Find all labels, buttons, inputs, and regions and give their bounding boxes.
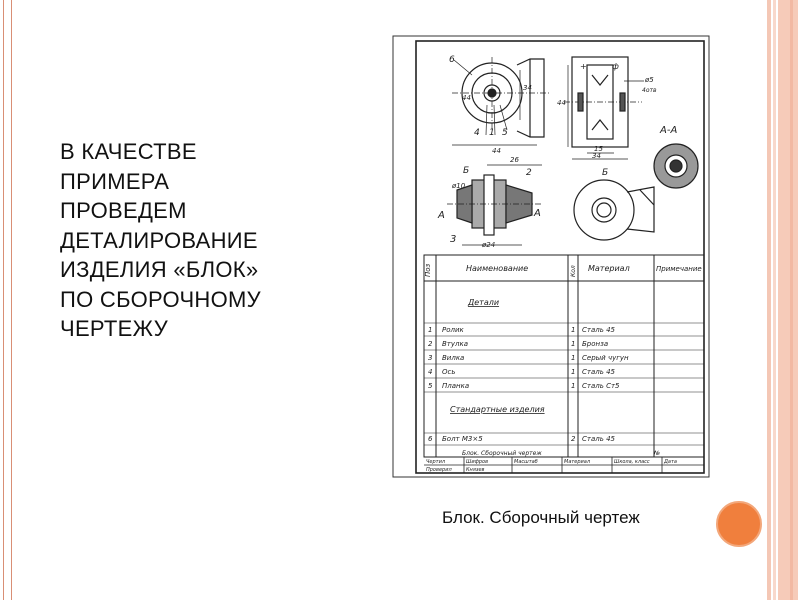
row-pos: 6 xyxy=(428,435,433,443)
assembly-drawing-image xyxy=(392,35,710,478)
row-pos: 4 xyxy=(428,368,433,376)
table-header: Наименование xyxy=(466,264,529,273)
dim-label: 4отв xyxy=(642,87,657,94)
row-qty: 1 xyxy=(571,326,576,334)
dim-label: 6 xyxy=(449,55,455,65)
dim-label: 3 xyxy=(450,234,457,245)
dim-label: 1 xyxy=(489,128,495,138)
row-qty: 1 xyxy=(571,354,576,362)
row-name: Втулка xyxy=(442,340,469,348)
dim-label: 5 xyxy=(502,128,508,138)
heading-line: ПО СБОРОЧНОМУ xyxy=(60,286,261,312)
row-material: Бронза xyxy=(582,340,609,348)
row-material: Сталь 45 xyxy=(582,435,615,443)
heading-line: В КАЧЕСТВЕ xyxy=(60,139,197,164)
stamp-cell: Дата xyxy=(664,459,677,465)
stamp-cell: Проверил xyxy=(426,467,452,473)
row-material: Сталь Ст5 xyxy=(582,382,620,390)
row-qty: 1 xyxy=(571,340,576,348)
row-qty: 2 xyxy=(571,435,576,443)
dim-label: 44 xyxy=(557,99,566,107)
right-stripe-decoration xyxy=(767,0,771,600)
right-stripe-decoration xyxy=(790,0,793,600)
row-pos: 1 xyxy=(428,326,433,334)
orange-circle-decoration xyxy=(716,501,762,547)
dim-label: Б xyxy=(463,166,470,176)
dim-label: 26 xyxy=(510,156,519,164)
row-pos: 2 xyxy=(428,340,433,348)
heading-line: ДЕТАЛИРОВАНИЕ xyxy=(60,227,258,253)
stamp-cell: Масштаб xyxy=(514,459,538,465)
slide-heading xyxy=(60,137,290,344)
table-section: Стандартные изделия xyxy=(450,405,545,414)
table-header: Поз xyxy=(424,263,432,277)
section-label: А-А xyxy=(660,125,678,136)
row-name: Болт М3×5 xyxy=(442,435,483,443)
row-qty: 1 xyxy=(571,368,576,376)
dim-label: 15 xyxy=(594,145,603,153)
dim-label: А xyxy=(438,210,445,221)
dim-label: ø24 xyxy=(482,241,496,249)
row-material: Серый чугун xyxy=(582,354,629,362)
table-header: Материал xyxy=(588,264,630,273)
assembly-drawing-svg xyxy=(392,35,710,478)
row-name: Планка xyxy=(442,382,470,390)
stamp-title: Блок. Сборочный чертеж xyxy=(462,450,542,457)
drawing-caption: Блок. Сборочный чертеж xyxy=(442,508,640,527)
row-material: Сталь 45 xyxy=(582,368,615,376)
row-name: Ролик xyxy=(442,326,464,334)
dim-label: 34 xyxy=(592,152,601,160)
table-header: Кол xyxy=(570,265,577,277)
dim-label: 44 xyxy=(492,147,501,155)
section-aa-view xyxy=(654,144,698,188)
right-stripe-decoration xyxy=(773,0,776,600)
left-border-decoration xyxy=(3,0,12,600)
row-pos: 3 xyxy=(428,354,433,362)
stamp-cell: Материал xyxy=(564,459,591,465)
dim-label: Б xyxy=(602,168,609,178)
right-stripe-decoration xyxy=(778,0,798,600)
row-name: Ось xyxy=(442,368,456,376)
row-qty: 1 xyxy=(571,382,576,390)
row-name: Вилка xyxy=(442,354,465,362)
dim-label: ф xyxy=(612,62,619,71)
dim-label: 4 xyxy=(474,128,480,138)
stamp-cell: Князев xyxy=(466,467,485,473)
heading-line: ЧЕРТЕЖУ xyxy=(60,316,169,341)
row-material: Сталь 45 xyxy=(582,326,615,334)
dim-label: ø10 xyxy=(452,182,466,190)
dim-label: ø5 xyxy=(645,76,654,84)
dim-label: 2 xyxy=(526,168,532,178)
dim-label: 34 xyxy=(523,84,532,92)
heading-line: ПРОВЕДЕМ xyxy=(60,198,187,223)
dim-label: 44 xyxy=(462,94,471,102)
stamp-cell: Шифров xyxy=(466,459,489,465)
row-pos: 5 xyxy=(428,382,433,390)
stamp-cell: Школа, класс xyxy=(614,459,650,465)
stamp-number: № xyxy=(654,450,661,457)
table-section: Детали xyxy=(468,298,500,307)
stamp-cell: Чертил xyxy=(426,459,446,465)
heading-line: ПРИМЕРА xyxy=(60,168,170,194)
dim-label: + xyxy=(580,62,587,71)
heading-line: ИЗДЕЛИЯ «БЛОК» xyxy=(60,257,259,282)
table-header: Примечание xyxy=(656,265,702,273)
dim-label: А xyxy=(534,208,541,219)
